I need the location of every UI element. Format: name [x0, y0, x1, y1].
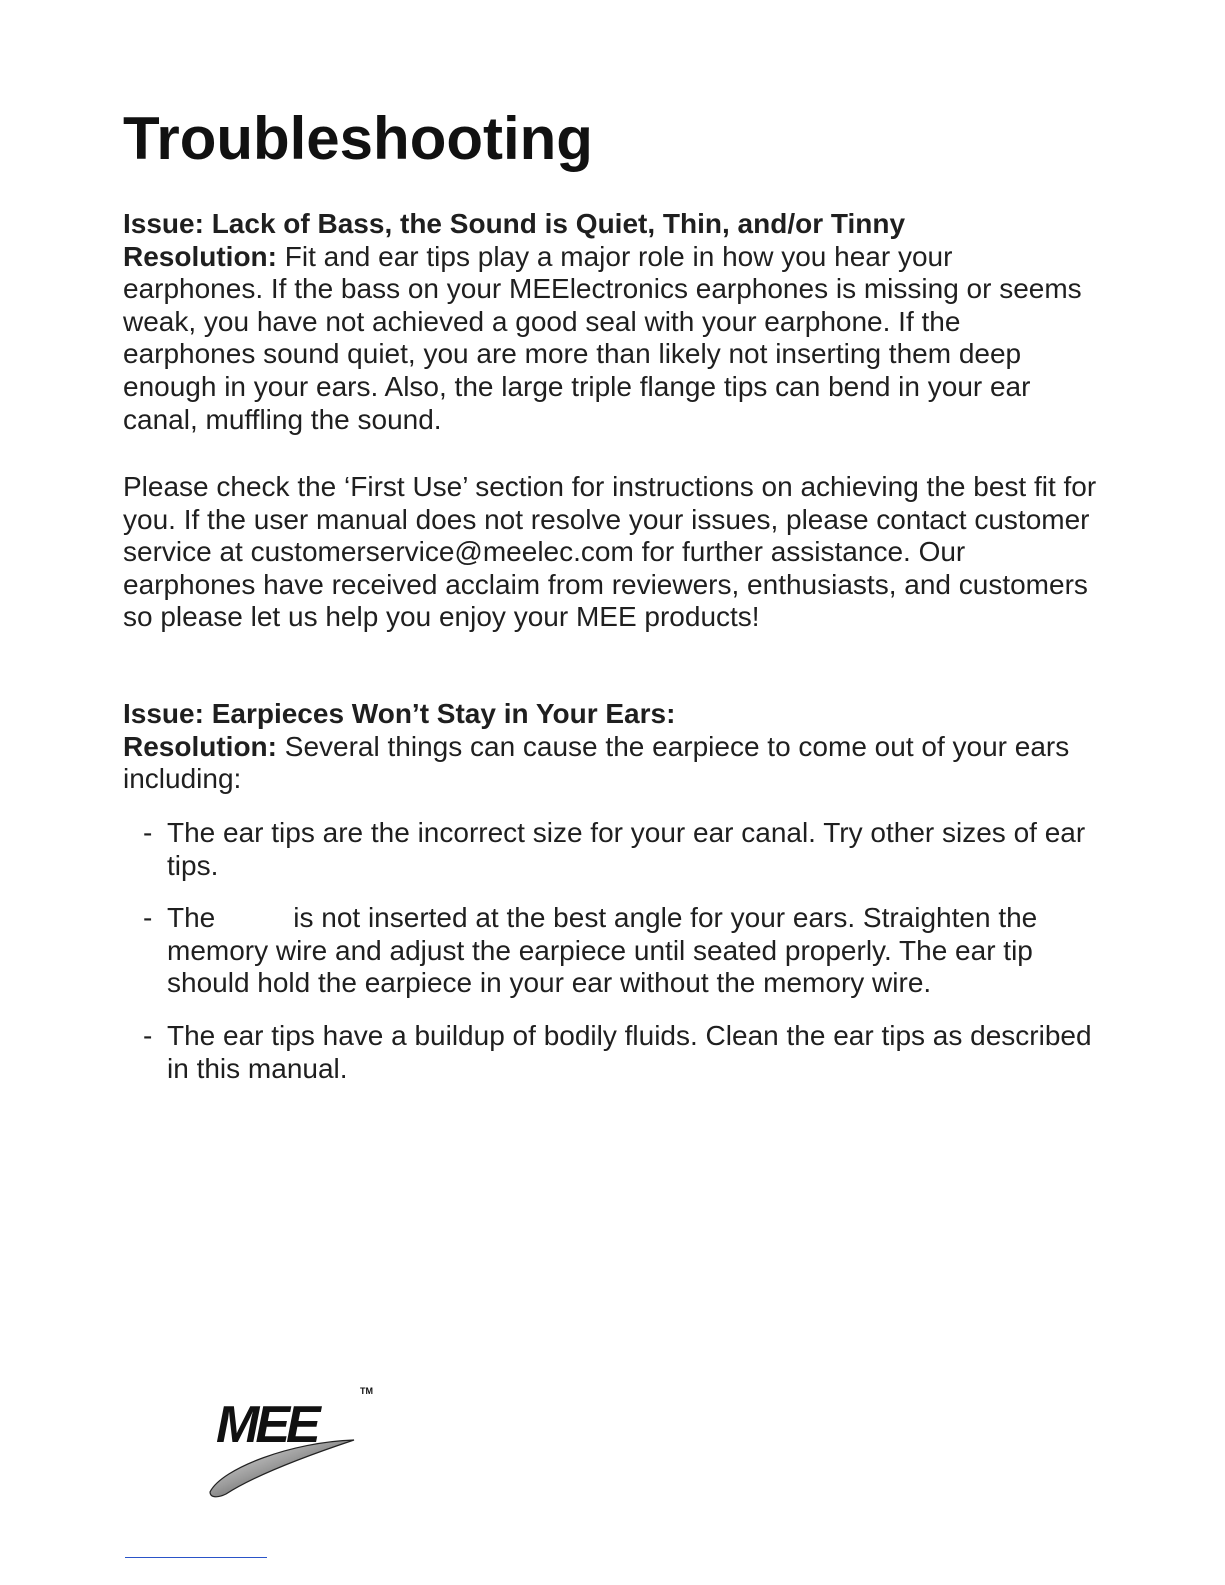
- page-title: Troubleshooting: [123, 105, 593, 172]
- list-item: [123, 1020, 1098, 1085]
- bullet-dash: -: [143, 817, 153, 848]
- cause-list: [123, 817, 1098, 1105]
- list-item-text-start: The: [167, 902, 216, 934]
- logo-letters: MEE: [216, 1396, 317, 1454]
- issue-fit-resolution: [123, 731, 1098, 796]
- issue-bass-section: [123, 208, 1098, 436]
- issue-bass-resolution: [123, 241, 1098, 437]
- list-item: [123, 817, 1098, 882]
- resolution-label: Resolution:: [123, 730, 277, 762]
- issue-fit-section: [123, 698, 1098, 796]
- resolution-label: Resolution:: [123, 240, 277, 272]
- resolution-text: Fit and ear tips play a major role in how you hear your earphones. If the bass on your MEElectronics earphones is missing or seems weak, you have not achieved a good seal with your earphone. If the earphones sound quiet, you are more than likely not inserting them deep enough in your ears. Also, the large triple flange tips can bend in your ear canal, muffling the sound.: [123, 240, 1082, 435]
- first-use-paragraph: Please check the ‘First Use’ section for instructions on achieving the best fit for you. If the user manual does not resolve your issues, please contact customer service at customerservice@meelec.com for further assistance. Our earphones have received acclaim from reviewers, enthusiasts, and customers so please let us help you enjoy your MEE products!: [123, 471, 1097, 633]
- footer-rule: [125, 1557, 267, 1558]
- resolution-text: Several things can cause the earpiece to come out of your ears including:: [123, 730, 1070, 795]
- mee-logo: [202, 1380, 382, 1505]
- logo-trademark: TM: [360, 1386, 373, 1396]
- bullet-dash: -: [143, 902, 153, 934]
- issue-fit-heading: Issue: Earpieces Won’t Stay in Your Ears:: [123, 698, 676, 729]
- bullet-dash: -: [143, 1019, 153, 1051]
- list-item-text-rest: is not inserted at the best angle for your ears. Straighten the memory wire and adjust the earpiece until seated properly. The ear tip should hold the earpiece in your ear without the memory wire.: [167, 902, 1038, 999]
- issue-bass-heading: Issue: Lack of Bass, the Sound is Quiet, Thin, and/or Tinny: [123, 208, 906, 239]
- list-item-text: The ear tips have a buildup of bodily fluids. Clean the ear tips as described in this manual.: [167, 1019, 1092, 1084]
- list-item-text: The ear tips are the incorrect size for your ear canal. Try other sizes of ear tips.: [167, 817, 1086, 881]
- list-item: [123, 902, 1098, 1000]
